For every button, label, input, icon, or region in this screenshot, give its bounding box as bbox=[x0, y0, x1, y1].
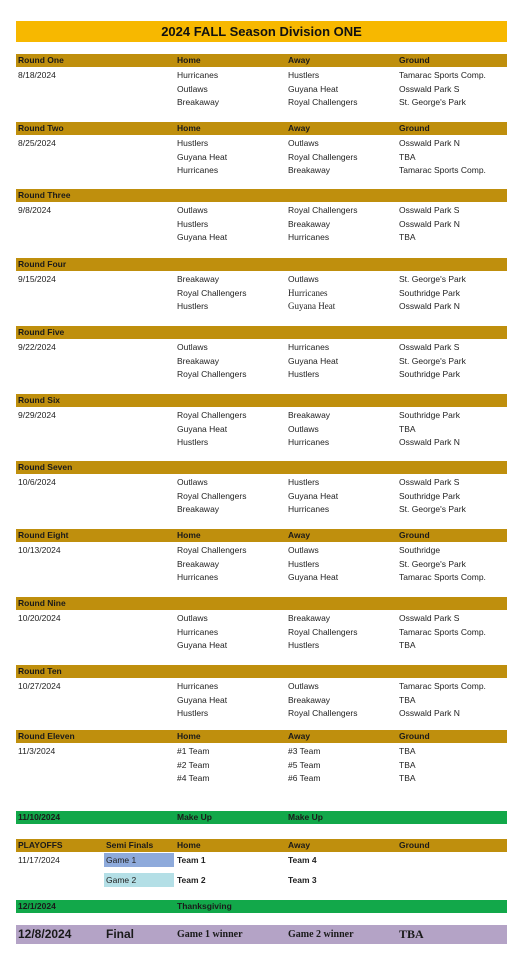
home-team: Hurricanes bbox=[177, 626, 219, 637]
away-team: Hurricanes bbox=[288, 287, 328, 298]
playoff-game-1-row bbox=[16, 853, 507, 868]
ground: Southridge Park bbox=[399, 490, 460, 501]
home-header: Home bbox=[177, 840, 201, 850]
home-team: Breakaway bbox=[177, 558, 220, 569]
ground-header: Ground bbox=[399, 731, 430, 741]
table-row bbox=[16, 287, 507, 300]
home-team: Outlaws bbox=[177, 613, 208, 623]
ground: Southridge bbox=[399, 545, 441, 555]
home-team: #2 Team bbox=[177, 759, 210, 770]
round-name: Round Four bbox=[18, 259, 67, 269]
away-team: Hustlers bbox=[288, 558, 320, 569]
table-row bbox=[16, 490, 507, 503]
away-team: Outlaws bbox=[288, 681, 319, 691]
round-date: 8/18/2024 bbox=[18, 70, 56, 80]
home-team: Outlaws bbox=[177, 342, 208, 352]
ground-header: Ground bbox=[399, 55, 430, 65]
home-team: Royal Challengers bbox=[177, 545, 247, 555]
away-team: Hurricanes bbox=[288, 437, 330, 447]
away-team: Guyana Heat bbox=[288, 490, 339, 501]
home-team: Outlaws bbox=[177, 205, 208, 215]
round-name: Round Eight bbox=[18, 530, 69, 540]
table-row bbox=[16, 612, 507, 625]
round-date: 9/22/2024 bbox=[18, 342, 56, 352]
ground: Osswald Park N bbox=[399, 437, 460, 447]
table-row bbox=[16, 626, 507, 639]
table-row bbox=[16, 96, 507, 109]
home-header: Home bbox=[177, 731, 201, 741]
home-team: Hurricanes bbox=[177, 165, 219, 175]
away-header: Away bbox=[288, 731, 311, 741]
away-team: Breakaway bbox=[288, 218, 331, 229]
game-1-away: Team 4 bbox=[288, 855, 317, 865]
round-name: Round Two bbox=[18, 123, 64, 133]
away-team: Guyana Heat bbox=[288, 83, 339, 94]
round-header bbox=[16, 730, 507, 743]
home-team: Guyana Heat bbox=[177, 151, 228, 162]
game-1-label: Game 1 bbox=[104, 853, 174, 867]
away-team: Hurricanes bbox=[288, 342, 330, 352]
ground: TBA bbox=[399, 746, 416, 756]
ground: Southridge Park bbox=[399, 287, 460, 298]
ground: Osswald Park S bbox=[399, 83, 460, 94]
ground-header: Ground bbox=[399, 840, 430, 850]
ground: TBA bbox=[399, 151, 416, 162]
table-row bbox=[16, 707, 507, 720]
round-name: Round Six bbox=[18, 395, 61, 405]
page-title: 2024 FALL Season Division ONE bbox=[16, 21, 507, 42]
ground: St. George's Park bbox=[399, 355, 466, 366]
ground: Osswald Park S bbox=[399, 613, 460, 623]
home-team: Breakaway bbox=[177, 355, 220, 366]
home-team: Hurricanes bbox=[177, 681, 219, 691]
round-header bbox=[16, 665, 507, 678]
game-2-label: Game 2 bbox=[104, 873, 174, 887]
table-row bbox=[16, 436, 507, 449]
round-name: Round One bbox=[18, 55, 64, 65]
semifinals-label: Semi Finals bbox=[106, 840, 154, 850]
away-team: Outlaws bbox=[288, 423, 319, 434]
round-name: Round Three bbox=[18, 190, 71, 200]
away-team: Hustlers bbox=[288, 70, 320, 80]
final-label: Final bbox=[106, 927, 135, 941]
round-header bbox=[16, 122, 507, 135]
away-team: Breakaway bbox=[288, 613, 331, 623]
away-team: Royal Challengers bbox=[288, 626, 358, 637]
round-name: Round Five bbox=[18, 327, 65, 337]
final-home: Game 1 winner bbox=[177, 929, 243, 940]
home-team: Royal Challengers bbox=[177, 369, 247, 379]
table-row bbox=[16, 164, 507, 177]
final-away: Game 2 winner bbox=[288, 929, 354, 940]
final-row bbox=[16, 925, 507, 944]
ground: TBA bbox=[399, 232, 416, 242]
away-team: Guyana Heat bbox=[288, 572, 339, 582]
ground: Osswald Park N bbox=[399, 301, 460, 311]
home-team: Breakaway bbox=[177, 504, 220, 514]
away-team: #6 Team bbox=[288, 773, 321, 783]
table-row bbox=[16, 137, 507, 150]
away-team: Hustlers bbox=[288, 640, 320, 650]
home-team: Hustlers bbox=[177, 138, 209, 148]
table-row bbox=[16, 300, 507, 313]
home-team: Guyana Heat bbox=[177, 232, 228, 242]
home-team: Hustlers bbox=[177, 301, 209, 311]
ground: St. George's Park bbox=[399, 97, 466, 107]
round-name: Round Eleven bbox=[18, 731, 75, 741]
home-team: Hustlers bbox=[177, 218, 209, 229]
table-row bbox=[16, 151, 507, 164]
game-2-home: Team 2 bbox=[177, 875, 206, 885]
ground: Osswald Park N bbox=[399, 708, 460, 718]
away-team: Outlaws bbox=[288, 545, 319, 555]
thanksgiving-date: 12/1/2024 bbox=[18, 901, 56, 911]
table-row bbox=[16, 231, 507, 244]
ground-header: Ground bbox=[399, 530, 430, 540]
away-team: Hustlers bbox=[288, 477, 320, 487]
ground: Tamarac Sports Comp. bbox=[399, 626, 486, 637]
away-team: #3 Team bbox=[288, 746, 321, 756]
ground: Tamarac Sports Comp. bbox=[399, 572, 486, 582]
round-header bbox=[16, 258, 507, 271]
game-2-away: Team 3 bbox=[288, 875, 317, 885]
home-team: Hurricanes bbox=[177, 70, 219, 80]
ground: TBA bbox=[399, 759, 416, 770]
home-team: Hustlers bbox=[177, 708, 209, 718]
round-header bbox=[16, 54, 507, 67]
home-team: Guyana Heat bbox=[177, 423, 228, 434]
makeup-row bbox=[16, 811, 507, 824]
round-date: 9/15/2024 bbox=[18, 274, 56, 284]
table-row bbox=[16, 639, 507, 652]
away-team: Royal Challengers bbox=[288, 97, 358, 107]
ground: St. George's Park bbox=[399, 504, 466, 514]
ground: St. George's Park bbox=[399, 274, 466, 284]
home-team: #4 Team bbox=[177, 773, 210, 783]
home-header: Home bbox=[177, 123, 201, 133]
table-row bbox=[16, 772, 507, 785]
table-row bbox=[16, 571, 507, 584]
ground: TBA bbox=[399, 694, 416, 705]
home-team: Royal Challengers bbox=[177, 287, 247, 298]
table-row bbox=[16, 218, 507, 231]
home-team: #1 Team bbox=[177, 746, 210, 756]
away-team: Outlaws bbox=[288, 138, 319, 148]
ground: Osswald Park N bbox=[399, 138, 460, 148]
round-header bbox=[16, 394, 507, 407]
final-date: 12/8/2024 bbox=[18, 927, 72, 941]
round-date: 9/8/2024 bbox=[18, 205, 52, 215]
round-header bbox=[16, 326, 507, 339]
home-team: Hurricanes bbox=[177, 572, 219, 582]
table-row bbox=[16, 273, 507, 286]
round-date: 10/13/2024 bbox=[18, 545, 61, 555]
ground: Southridge Park bbox=[399, 410, 460, 420]
round-date: 9/29/2024 bbox=[18, 410, 56, 420]
ground: Osswald Park N bbox=[399, 218, 460, 229]
round-date: 10/20/2024 bbox=[18, 613, 61, 623]
away-team: Hurricanes bbox=[288, 504, 330, 514]
home-team: Outlaws bbox=[177, 83, 208, 94]
round-header bbox=[16, 461, 507, 474]
round-name: Round Seven bbox=[18, 462, 73, 472]
away-header: Away bbox=[288, 55, 311, 65]
home-team: Outlaws bbox=[177, 477, 208, 487]
round-date: 10/6/2024 bbox=[18, 477, 56, 487]
round-header bbox=[16, 189, 507, 202]
ground: Tamarac Sports Comp. bbox=[399, 70, 486, 80]
table-row bbox=[16, 680, 507, 693]
ground: Southridge Park bbox=[399, 369, 460, 379]
table-row bbox=[16, 544, 507, 557]
ground: Osswald Park S bbox=[399, 477, 460, 487]
ground: St. George's Park bbox=[399, 558, 466, 569]
table-row bbox=[16, 368, 507, 381]
table-row bbox=[16, 745, 507, 758]
home-team: Royal Challengers bbox=[177, 490, 247, 501]
table-row bbox=[16, 694, 507, 707]
home-team: Guyana Heat bbox=[177, 694, 228, 705]
round-header bbox=[16, 597, 507, 610]
away-header: Away bbox=[288, 840, 311, 850]
table-row bbox=[16, 204, 507, 217]
home-team: Royal Challengers bbox=[177, 410, 247, 420]
table-row bbox=[16, 83, 507, 96]
ground: TBA bbox=[399, 773, 416, 783]
round-date: 10/27/2024 bbox=[18, 681, 61, 691]
ground: Osswald Park S bbox=[399, 205, 460, 215]
ground: TBA bbox=[399, 640, 416, 650]
round-name: Round Nine bbox=[18, 598, 66, 608]
playoff-game-2-row bbox=[16, 873, 507, 888]
home-header: Home bbox=[177, 55, 201, 65]
away-team: Outlaws bbox=[288, 274, 319, 284]
away-team: Hurricanes bbox=[288, 232, 330, 242]
thanksgiving-row bbox=[16, 900, 507, 913]
makeup-date: 11/10/2024 bbox=[18, 812, 61, 822]
ground: Osswald Park S bbox=[399, 342, 460, 352]
final-ground: TBA bbox=[399, 927, 424, 941]
round-header bbox=[16, 529, 507, 542]
round-date: 8/25/2024 bbox=[18, 138, 56, 148]
round-date: 11/3/2024 bbox=[18, 746, 56, 756]
table-row bbox=[16, 476, 507, 489]
away-team: Guyana Heat bbox=[288, 355, 339, 366]
ground-header: Ground bbox=[399, 123, 430, 133]
ground: TBA bbox=[399, 423, 416, 434]
table-row bbox=[16, 759, 507, 772]
home-team: Hustlers bbox=[177, 437, 209, 447]
table-row bbox=[16, 558, 507, 571]
away-team: Royal Challengers bbox=[288, 708, 358, 718]
away-header: Away bbox=[288, 530, 311, 540]
table-row bbox=[16, 503, 507, 516]
game-1-home: Team 1 bbox=[177, 855, 206, 865]
ground: Tamarac Sports Comp. bbox=[399, 681, 486, 691]
away-team: Guyana Heat bbox=[288, 301, 336, 311]
playoffs-header bbox=[16, 839, 507, 852]
away-team: Breakaway bbox=[288, 694, 331, 705]
table-row bbox=[16, 355, 507, 368]
home-team: Breakaway bbox=[177, 97, 220, 107]
ground: Tamarac Sports Comp. bbox=[399, 165, 486, 175]
away-team: Breakaway bbox=[288, 410, 331, 420]
table-row bbox=[16, 409, 507, 422]
playoffs-label: PLAYOFFS bbox=[18, 840, 63, 850]
table-row bbox=[16, 341, 507, 354]
home-team: Guyana Heat bbox=[177, 640, 228, 650]
thanksgiving-label: Thanksgiving bbox=[177, 901, 232, 911]
home-header: Home bbox=[177, 530, 201, 540]
away-team: Royal Challengers bbox=[288, 151, 358, 162]
round-name: Round Ten bbox=[18, 666, 62, 676]
makeup-away: Make Up bbox=[288, 812, 323, 822]
away-team: Hustlers bbox=[288, 369, 320, 379]
table-row bbox=[16, 69, 507, 82]
away-header: Away bbox=[288, 123, 311, 133]
away-team: Breakaway bbox=[288, 165, 331, 175]
table-row bbox=[16, 423, 507, 436]
home-team: Breakaway bbox=[177, 274, 220, 284]
away-team: #5 Team bbox=[288, 759, 321, 770]
away-team: Royal Challengers bbox=[288, 205, 358, 215]
makeup-home: Make Up bbox=[177, 812, 212, 822]
playoff-date: 11/17/2024 bbox=[18, 855, 60, 865]
